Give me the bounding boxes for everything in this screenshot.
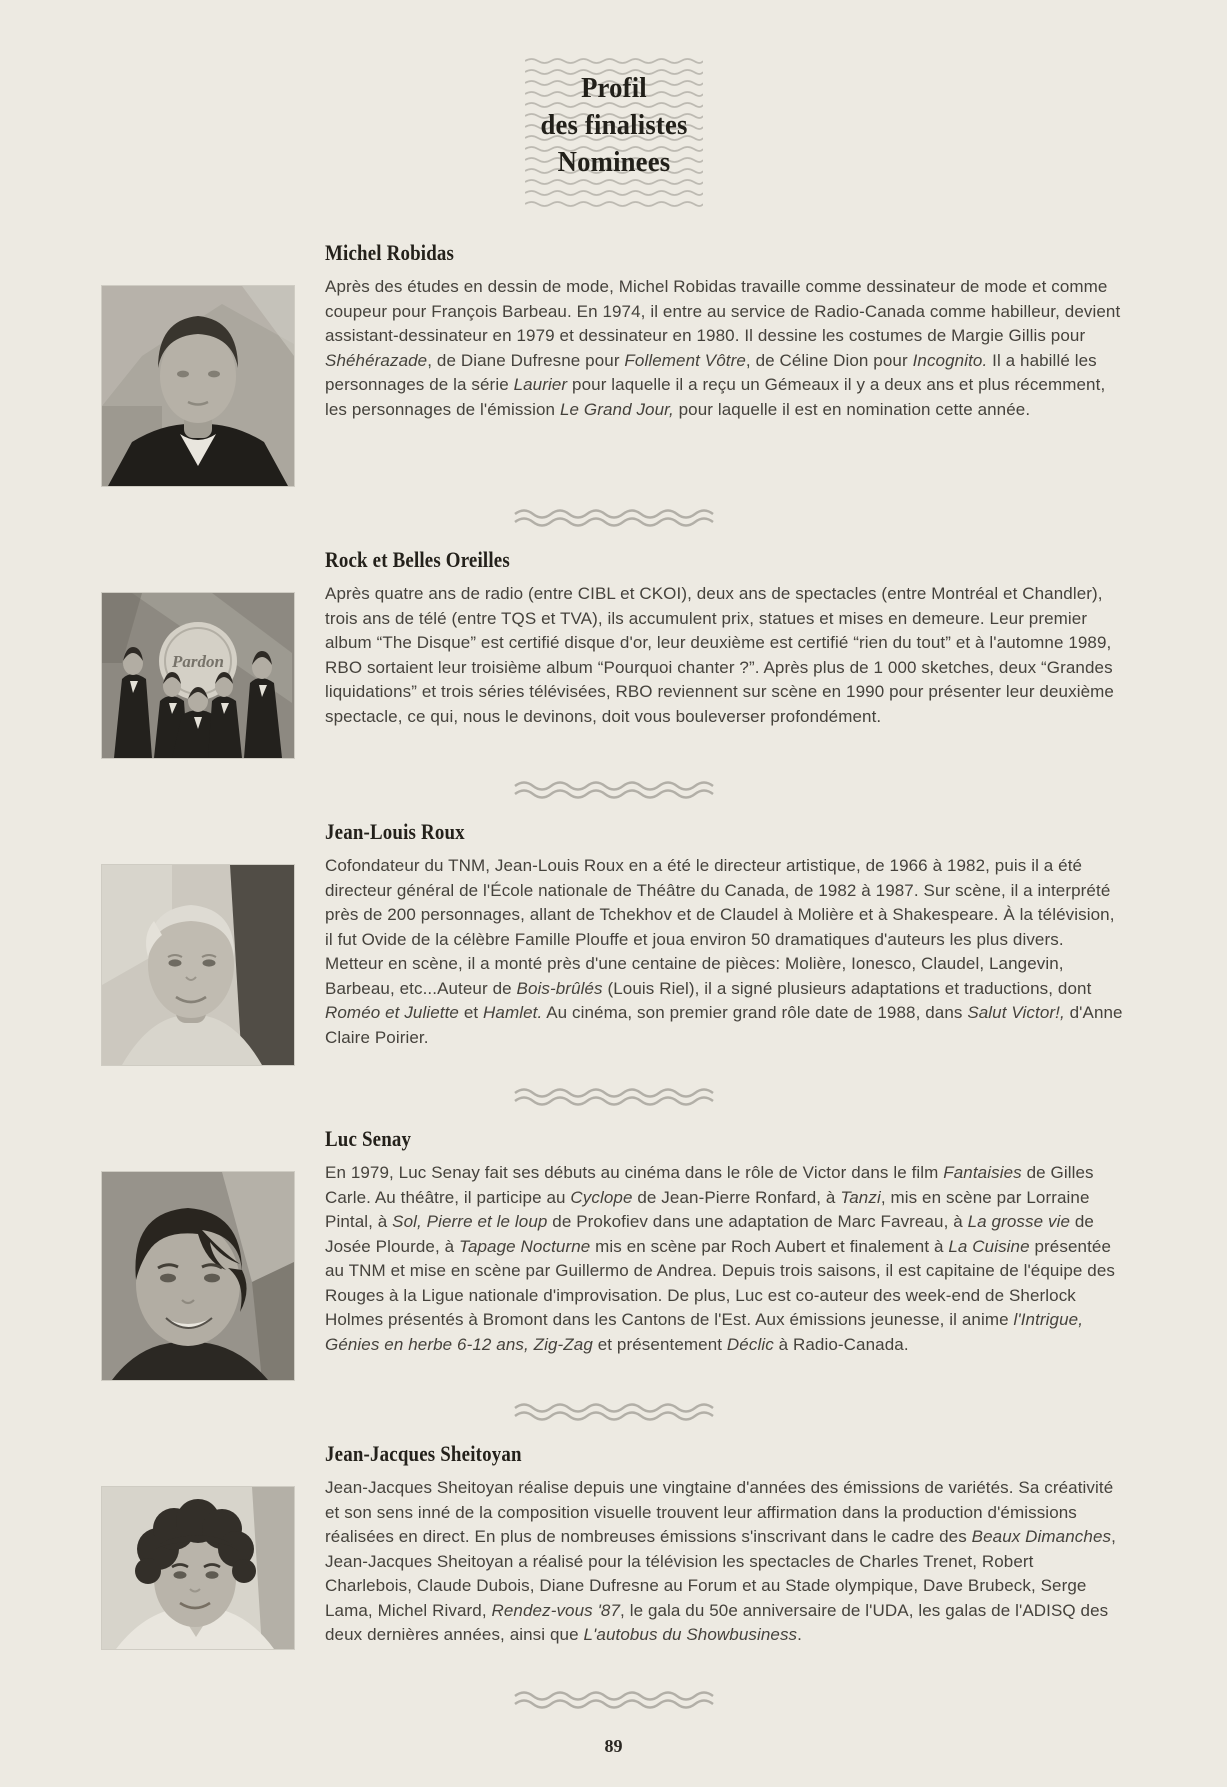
page-footer xyxy=(0,1688,1227,1787)
wavy-separator xyxy=(514,506,714,532)
photo-michel-robidas xyxy=(102,286,294,486)
profile-bio: Jean-Jacques Sheitoyan réalise depuis une vingtaine d'années des émissions de variétés. Sa créativité et son sens inné de la composition visuelle trouvent leur affirmation dans la production d'émissions réalisées en direct. En plus de nombreuses émissions s'inscrivant dans le cadre des Beaux Dimanches, Jean-Jacques Sheitoyan a réalisé pour la télévision les spectacles de Charles Trenet, Robert Charlebois, Claude Dubois, Diane Dufresne au Forum et au Stade olympique, Dave Brubeck, Serge Lama, Michel Rivard, Rendez-vous '87, le gala du 50e anniversaire de l'UDA, les galas de l'ADISQ des deux dernières années, ainsi que L'autobus du Showbusiness. xyxy=(325,1478,1116,1644)
photo-jean-louis-roux xyxy=(102,865,294,1065)
profile-name: Jean-Jacques Sheitoyan xyxy=(325,1441,522,1466)
profile-name: Michel Robidas xyxy=(325,240,455,265)
profile-name: Rock et Belles Oreilles xyxy=(325,547,510,572)
drum-sign-text: Pardon xyxy=(172,652,224,671)
wavy-separator xyxy=(514,1085,714,1111)
profile-bio: En 1979, Luc Senay fait ses débuts au cinéma dans le rôle de Victor dans le film Fantaisies de Gilles Carle. Au théâtre, il participe au Cyclope de Jean-Pierre Ronfard, à Tanzi, mis en scène par Lorraine Pintal, à Sol, Pierre et le loup de Prokofiev dans une adaptation de Marc Favreau, à La grosse vie de Josée Plourde, à Tapage Nocturne mis en scène par Roch Aubert et finalement à La Cuisine présentée au TNM et mise en scène par Guillermo de Andrea. Depuis trois saisons, il est capitaine de l'équipe des Rouges à la Ligue nationale d'improvisation. De plus, Luc est co-auteur des week-end de Sherlock Holmes présentés à Bromont dans les Cantons de l'Est. Aux émissions jeunesse, il anime l'Intrigue, Génies en herbe 6-12 ans, Zig-Zag et présentement Déclic à Radio-Canada. xyxy=(325,1163,1115,1354)
photo-luc-senay xyxy=(102,1172,294,1380)
wavy-separator xyxy=(514,1688,714,1714)
profiles-list xyxy=(0,240,1227,1654)
page-title-line-3: Nominees xyxy=(557,146,670,178)
page-title-line-2: des finalistes xyxy=(539,109,688,141)
profile-luc-senay xyxy=(0,1126,1227,1385)
photo-column xyxy=(0,819,325,1070)
page-number: 89 xyxy=(604,1736,623,1756)
text-column xyxy=(325,1126,1125,1385)
text-column xyxy=(325,1441,1125,1654)
text-column xyxy=(325,547,1125,763)
profile-jean-louis-roux xyxy=(0,819,1227,1070)
page-title-line-1: Profil xyxy=(580,72,647,104)
profile-bio: Cofondateur du TNM, Jean-Louis Roux en a été le directeur artistique, de 1966 à 1982, puis il a été directeur général de l'École nationale de Théâtre du Canada, de 1982 à 1987. Sur scène, il a interprété près de 200 personnages, allant de Tchekhov et de Claudel à Molière et à Shakespeare. À la télévision, il fut Ovide de la célèbre Famille Plouffe et joua environ 50 dramatiques d'auteurs les plus divers. Metteur en scène, il a monté près d'une centaine de pièces: Molière, Ionesco, Claudel, Langevin, Barbeau, etc...Auteur de Bois-brûlés (Louis Riel), il a signé plusieurs adaptations et traductions, dont Roméo et Juliette et Hamlet. Au cinéma, son premier grand rôle date de 1988, dans Salut Victor!, d'Anne Claire Poirier. xyxy=(325,856,1123,1047)
photo-rock-et-belles-oreilles xyxy=(102,593,294,758)
text-column xyxy=(325,819,1125,1070)
photo-column xyxy=(0,547,325,763)
profile-bio: Après des études en dessin de mode, Michel Robidas travaille comme dessinateur de mode et comme coupeur pour François Barbeau. En 1974, il entre au service de Radio-Canada comme habilleur, devient assistant-dessinateur en 1979 et dessinateur en 1980. Il dessine les costumes de Margie Gillis pour Shéhérazade, de Diane Dufresne pour Follement Vôtre, de Céline Dion pour Incognito. Il a habillé les personnages de la série Laurier pour laquelle il a reçu un Gémeaux il y a deux ans et plus récemment, les personnages de l'émission Le Grand Jour, pour laquelle il est en nomination cette année. xyxy=(325,277,1121,419)
profile-rock-et-belles-oreilles xyxy=(0,547,1227,763)
profile-michel-robidas xyxy=(0,240,1227,491)
photo-column xyxy=(0,240,325,491)
photo-jean-jacques-sheitoyan xyxy=(102,1487,294,1649)
photo-column xyxy=(0,1126,325,1385)
wavy-separator xyxy=(514,1400,714,1426)
photo-column xyxy=(0,1441,325,1654)
profile-bio: Après quatre ans de radio (entre CIBL et CKOI), deux ans de spectacles (entre Montréal et Chandler), trois ans de télé (entre TQS et TVA), ils accumulent prix, statues et mises en demeure. Leur premier album “The Disque” est certifié disque d'or, leur deuxième est certifié “rien du tout” et à l'automne 1989, RBO sortaient leur troisième album “Pourquoi chanter ?”. Après plus de 1 000 sketches, deux “Grandes liquidations” et trois séries télévisées, RBO reviennent sur scène en 1990 pour présenter leur deuxième spectacle, ce qui, nous le devinons, doit vous bouleverser profondément. xyxy=(325,584,1114,726)
profile-name: Jean-Louis Roux xyxy=(325,819,465,844)
page-title xyxy=(508,58,720,181)
text-column xyxy=(325,240,1125,491)
profile-jean-jacques-sheitoyan xyxy=(0,1441,1227,1654)
wavy-separator xyxy=(514,778,714,804)
profile-name: Luc Senay xyxy=(325,1126,412,1151)
page-title-block xyxy=(499,58,729,210)
